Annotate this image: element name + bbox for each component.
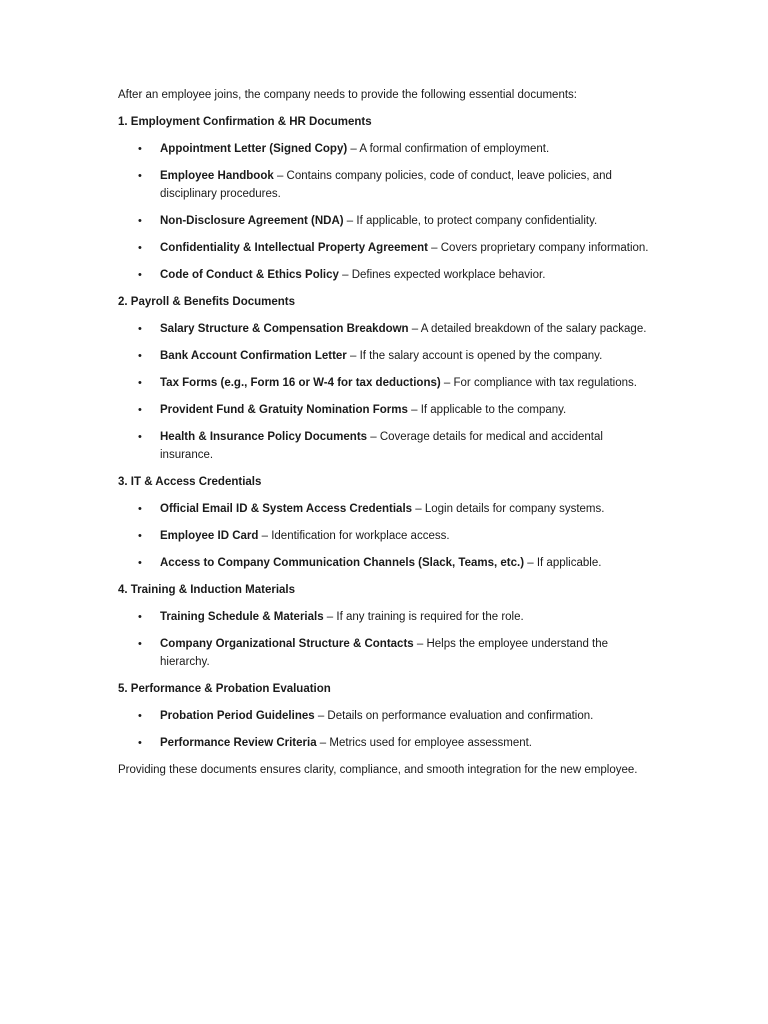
list-item [118,239,658,257]
item-description: – A detailed breakdown of the salary package. [408,323,647,335]
bullet-icon: • [138,431,142,443]
item-description: – Login details for company systems. [412,503,605,515]
section-heading: 2. Payroll & Benefits Documents [118,296,296,308]
section-heading: 5. Performance & Probation Evaluation [118,683,331,695]
list-item [118,707,658,725]
bullet-list [118,320,658,464]
list-item [118,401,658,419]
item-description: – Details on performance evaluation and confirmation. [314,710,594,722]
item-term: Code of Conduct & Ethics Policy [160,269,339,281]
bullet-icon: • [138,170,142,182]
bullet-icon: • [138,323,142,335]
item-term: Employee Handbook [160,170,274,182]
section-heading: 1. Employment Confirmation & HR Documents [118,116,372,128]
item-description: – Covers proprietary company information. [427,242,649,254]
list-item [118,347,658,365]
item-term: Tax Forms (e.g., Form 16 or W-4 for tax deductions) [160,377,441,389]
document-page [118,86,658,779]
bullet-list [118,707,658,752]
list-item [118,428,658,464]
closing-paragraph: Providing these documents ensures clarity, compliance, and smooth integration for the new employee. [118,764,638,776]
item-term: Official Email ID & System Access Credentials [160,503,413,515]
item-description: – Identification for workplace access. [258,530,450,542]
bullet-icon: • [138,377,142,389]
item-description: – If applicable to the company. [407,404,567,416]
item-description: – Defines expected workplace behavior. [338,269,546,281]
bullet-list [118,500,658,572]
list-item [118,212,658,230]
bullet-icon: • [138,557,142,569]
item-term: Appointment Letter (Signed Copy) [160,143,348,155]
bullet-icon: • [138,638,142,650]
list-item [118,734,658,752]
bullet-icon: • [138,269,142,281]
bullet-icon: • [138,737,142,749]
list-item [118,140,658,158]
item-term: Company Organizational Structure & Contacts [160,638,414,650]
list-item [118,527,658,545]
list-item [118,167,658,203]
bullet-list [118,140,658,284]
item-term: Probation Period Guidelines [160,710,315,722]
item-term: Health & Insurance Policy Documents [160,431,368,443]
bullet-icon: • [138,143,142,155]
list-item [118,500,658,518]
document-sections [118,113,658,752]
item-description: – A formal confirmation of employment. [347,143,550,155]
intro-paragraph: After an employee joins, the company needs to provide the following essential documents: [118,89,577,101]
bullet-icon: • [138,350,142,362]
item-description: – Metrics used for employee assessment. [316,737,533,749]
bullet-icon: • [138,611,142,623]
item-description: – Helps the employee understand the hierarchy. [160,638,609,668]
bullet-icon: • [138,503,142,515]
item-term: Provident Fund & Gratuity Nomination Forms [160,404,408,416]
item-description: – If applicable. [524,557,602,569]
item-description: – Contains company policies, code of conduct, leave policies, and disciplinary procedures. [160,170,612,200]
list-item [118,608,658,626]
item-description: – Coverage details for medical and accidental insurance. [160,431,603,461]
item-term: Performance Review Criteria [160,737,317,749]
section-heading: 3. IT & Access Credentials [118,476,262,488]
item-description: – If any training is required for the role. [323,611,524,623]
item-term: Bank Account Confirmation Letter [160,350,347,362]
bullet-list [118,608,658,671]
list-item [118,374,658,392]
list-item [118,554,658,572]
bullet-icon: • [138,404,142,416]
item-term: Access to Company Communication Channels (Slack, Teams, etc.) [160,557,525,569]
bullet-icon: • [138,710,142,722]
section-heading: 4. Training & Induction Materials [118,584,295,596]
item-description: – If the salary account is opened by the company. [346,350,603,362]
item-term: Non-Disclosure Agreement (NDA) [160,215,344,227]
item-term: Confidentiality & Intellectual Property Agreement [160,242,428,254]
bullet-icon: • [138,215,142,227]
bullet-icon: • [138,242,142,254]
list-item [118,635,658,671]
list-item [118,266,658,284]
item-term: Salary Structure & Compensation Breakdown [160,323,409,335]
item-term: Employee ID Card [160,530,259,542]
item-description: – If applicable, to protect company confidentiality. [343,215,598,227]
item-description: – For compliance with tax regulations. [440,377,637,389]
list-item [118,320,658,338]
bullet-icon: • [138,530,142,542]
item-term: Training Schedule & Materials [160,611,324,623]
